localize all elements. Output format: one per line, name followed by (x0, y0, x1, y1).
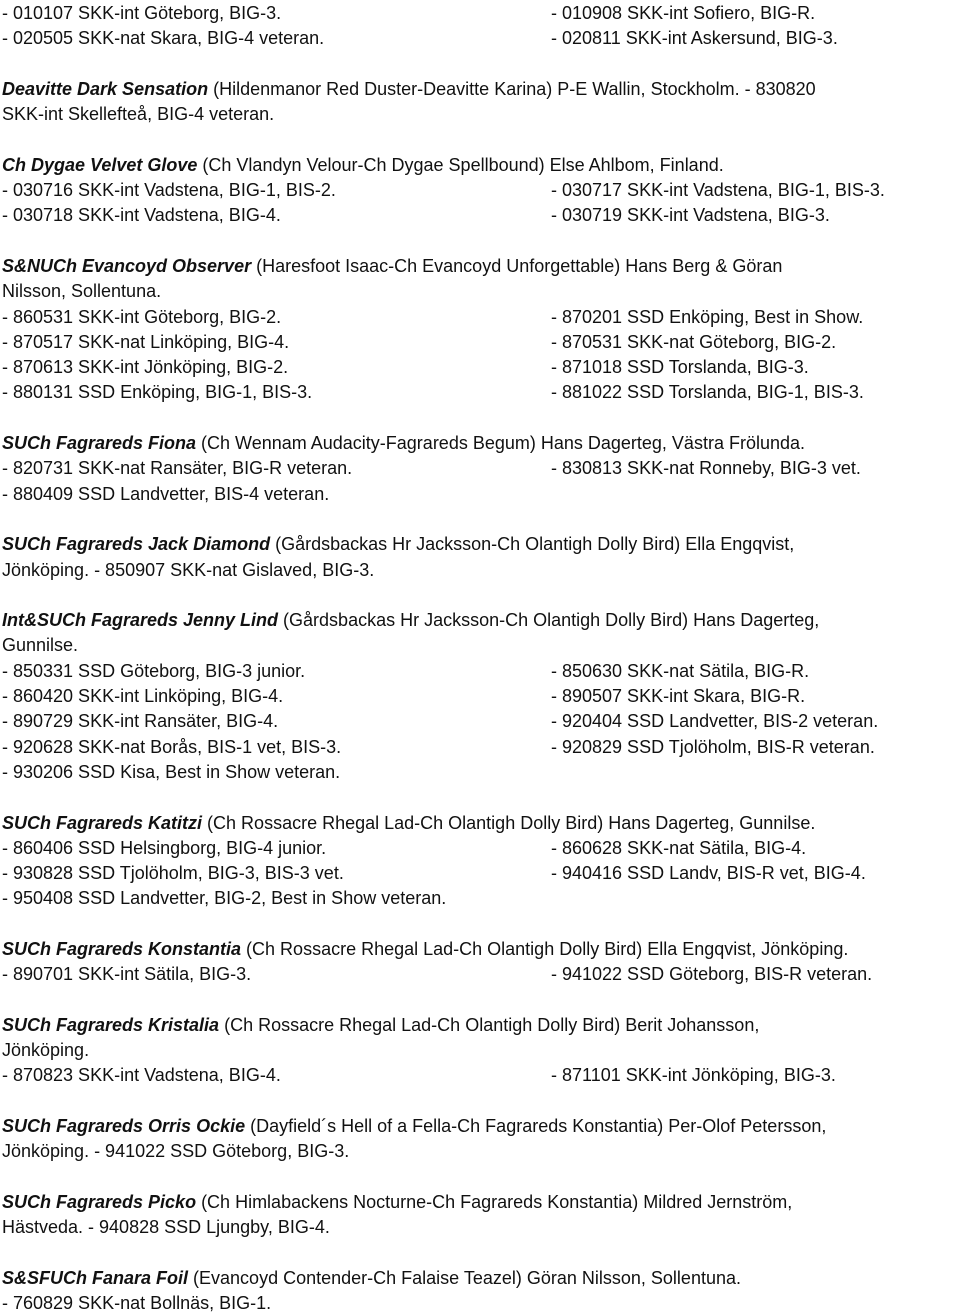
dog-pedigree-owner: (Ch Rossacre Rhegal Lad-Ch Olantigh Dolly Bird) Hans Dagerteg, Gunnilse. (202, 812, 816, 833)
dog-entry-heading (2, 431, 958, 456)
text-line: Jönköping. - 941022 SSD Göteborg, BIG-3. (2, 1141, 350, 1162)
result-row (2, 1063, 958, 1088)
text-line: Jönköping. - 850907 SKK-nat Gislaved, BIG-3. (2, 559, 375, 580)
dog-pedigree-owner: (Ch Himlabackens Nocturne-Ch Fagrareds Konstantia) Mildred Jernström, (196, 1191, 793, 1212)
result-row (2, 836, 958, 861)
paragraph-gap (2, 127, 958, 152)
text-line: - 950408 SSD Landvetter, BIG-2, Best in Show veteran. (2, 888, 447, 909)
dog-entry-heading (2, 608, 958, 633)
text-line: Hästveda. - 940828 SSD Ljungby, BIG-4. (2, 1217, 330, 1238)
dog-pedigree-owner: (Ch Rossacre Rhegal Lad-Ch Olantigh Dolly Bird) Berit Johansson, (219, 1014, 760, 1035)
text-line: - 760829 SKK-nat Bollnäs, BIG-1. (2, 1293, 272, 1314)
result-left: - 870613 SKK-int Jönköping, BIG-2. (2, 357, 289, 378)
paragraph-gap (2, 229, 958, 254)
text-line: Nilsson, Sollentuna. (2, 281, 162, 302)
dog-entry-heading (2, 1114, 958, 1139)
paragraph-gap (2, 785, 958, 810)
dog-name: SUCh Fagrareds Picko (2, 1191, 197, 1212)
result-left: - 870517 SKK-nat Linköping, BIG-4. (2, 331, 290, 352)
result-row (2, 735, 958, 760)
result-right: - 850630 SKK-nat Sätila, BIG-R. (551, 660, 810, 681)
result-left: - 930828 SSD Tjolöholm, BIG-3, BIS-3 vet. (2, 863, 344, 884)
dog-name: SUCh Fagrareds Jack Diamond (2, 534, 271, 555)
result-row (2, 962, 958, 987)
result-right: - 030717 SKK-int Vadstena, BIG-1, BIS-3. (551, 180, 885, 201)
result-left: - 920628 SKK-nat Borås, BIS-1 vet, BIS-3. (2, 736, 342, 757)
result-row (2, 684, 958, 709)
result-left: - 860420 SKK-int Linköping, BIG-4. (2, 686, 284, 707)
result-left: - 870823 SKK-int Vadstena, BIG-4. (2, 1065, 281, 1086)
result-left: - 020505 SKK-nat Skara, BIG-4 veteran. (2, 28, 325, 49)
dog-name: Ch Dygae Velvet Glove (2, 154, 198, 175)
result-row (2, 659, 958, 684)
result-row (2, 380, 958, 405)
dog-entry-heading (2, 532, 958, 557)
result-row (2, 26, 958, 51)
result-right: - 890507 SKK-int Skara, BIG-R. (551, 686, 806, 707)
result-left: - 890729 SKK-int Ransäter, BIG-4. (2, 711, 279, 732)
result-left: - 890701 SKK-int Sätila, BIG-3. (2, 964, 252, 985)
result-row (2, 330, 958, 355)
paragraph-gap (2, 1165, 958, 1190)
text-line: Gunnilse. (2, 635, 79, 656)
dog-name: Deavitte Dark Sensation (2, 78, 209, 99)
result-right: - 010908 SKK-int Sofiero, BIG-R. (551, 3, 816, 23)
result-right: - 941022 SSD Göteborg, BIS-R veteran. (551, 964, 873, 985)
paragraph-gap (2, 507, 958, 532)
result-row (2, 305, 958, 330)
dog-pedigree-owner: (Gårdsbackas Hr Jacksson-Ch Olantigh Dolly Bird) Hans Dagerteg, (278, 610, 820, 631)
result-left: - 860406 SSD Helsingborg, BIG-4 junior. (2, 837, 327, 858)
result-row (2, 1, 958, 26)
result-left: - 850331 SSD Göteborg, BIG-3 junior. (2, 660, 306, 681)
result-left: - 880131 SSD Enköping, BIG-1, BIS-3. (2, 382, 313, 403)
dog-name: SUCh Fagrareds Kristalia (2, 1014, 220, 1035)
dog-name: SUCh Fagrareds Fiona (2, 433, 197, 454)
result-right: - 871018 SSD Torslanda, BIG-3. (551, 357, 809, 378)
dog-entry-heading (2, 1013, 958, 1038)
dog-entry-heading (2, 153, 958, 178)
dog-name: S&NUCh Evancoyd Observer (2, 255, 252, 276)
result-left: - 030716 SKK-int Vadstena, BIG-1, BIS-2. (2, 180, 336, 201)
result-right: - 870531 SKK-nat Göteborg, BIG-2. (551, 331, 837, 352)
dog-entry-heading (2, 77, 958, 102)
dog-name: SUCh Fagrareds Katitzi (2, 812, 203, 833)
result-row (2, 178, 958, 203)
dog-pedigree-owner: (Gårdsbackas Hr Jacksson-Ch Olantigh Dolly Bird) Ella Engqvist, (270, 534, 795, 555)
result-row (2, 709, 958, 734)
dog-pedigree-owner: (Ch Rossacre Rhegal Lad-Ch Olantigh Dolly Bird) Ella Engqvist, Jönköping. (241, 938, 849, 959)
paragraph-gap (2, 1241, 958, 1266)
dog-name: S&SFUCh Fanara Foil (2, 1267, 189, 1288)
result-left: - 010107 SKK-int Göteborg, BIG-3. (2, 3, 282, 23)
result-right: - 870201 SSD Enköping, Best in Show. (551, 306, 864, 327)
dog-name: SUCh Fagrareds Orris Ockie (2, 1116, 246, 1137)
result-row (2, 861, 958, 886)
result-row (2, 355, 958, 380)
result-right: - 860628 SKK-nat Sätila, BIG-4. (551, 837, 807, 858)
dog-entry-heading (2, 937, 958, 962)
result-right: - 881022 SSD Torslanda, BIG-1, BIS-3. (551, 382, 864, 403)
result-right: - 871101 SKK-int Jönköping, BIG-3. (551, 1065, 836, 1086)
dog-pedigree-owner: (Dayfield´s Hell of a Fella-Ch Fagrareds Konstantia) Per-Olof Petersson, (245, 1116, 827, 1137)
dog-pedigree-owner: (Evancoyd Contender-Ch Falaise Teazel) Göran Nilsson, Sollentuna. (188, 1267, 741, 1288)
text-line: - 930206 SSD Kisa, Best in Show veteran. (2, 761, 341, 782)
dog-name: SUCh Fagrareds Konstantia (2, 938, 242, 959)
result-left: - 820731 SKK-nat Ransäter, BIG-R veteran. (2, 458, 353, 479)
paragraph-gap (2, 583, 958, 608)
result-right: - 030719 SKK-int Vadstena, BIG-3. (551, 205, 830, 226)
dog-pedigree-owner: (Hildenmanor Red Duster-Deavitte Karina) P-E Wallin, Stockholm. - 830820 (208, 78, 816, 99)
dog-pedigree-owner: (Ch Wennam Audacity-Fagrareds Begum) Hans Dagerteg, Västra Frölunda. (196, 433, 805, 454)
result-left: - 030718 SKK-int Vadstena, BIG-4. (2, 205, 281, 226)
dog-entry-heading (2, 254, 958, 279)
result-row (2, 456, 958, 481)
dog-entry-heading (2, 1266, 958, 1291)
result-left: - 860531 SKK-int Göteborg, BIG-2. (2, 306, 282, 327)
result-right: - 830813 SKK-nat Ronneby, BIG-3 vet. (551, 458, 861, 479)
paragraph-gap (2, 912, 958, 937)
result-right: - 020811 SKK-int Askersund, BIG-3. (551, 28, 838, 49)
paragraph-gap (2, 1089, 958, 1114)
text-line: - 880409 SSD Landvetter, BIS-4 veteran. (2, 483, 330, 504)
paragraph-gap (2, 52, 958, 77)
dog-name: Int&SUCh Fagrareds Jenny Lind (2, 610, 279, 631)
dog-entry-heading (2, 1190, 958, 1215)
result-right: - 920404 SSD Landvetter, BIS-2 veteran. (551, 711, 879, 732)
result-right: - 920829 SSD Tjolöholm, BIS-R veteran. (551, 736, 875, 757)
dog-entry-heading (2, 811, 958, 836)
paragraph-gap (2, 406, 958, 431)
text-line: SKK-int Skellefteå, BIG-4 veteran. (2, 104, 275, 125)
result-right: - 940416 SSD Landv, BIS-R vet, BIG-4. (551, 863, 866, 884)
paragraph-gap (2, 988, 958, 1013)
results-document (2, 1, 958, 1316)
dog-pedigree-owner: (Haresfoot Isaac-Ch Evancoyd Unforgettable) Hans Berg & Göran (251, 255, 783, 276)
dog-pedigree-owner: (Ch Vlandyn Velour-Ch Dygae Spellbound) Else Ahlbom, Finland. (197, 154, 724, 175)
result-row (2, 203, 958, 228)
text-line: Jönköping. (2, 1040, 90, 1061)
